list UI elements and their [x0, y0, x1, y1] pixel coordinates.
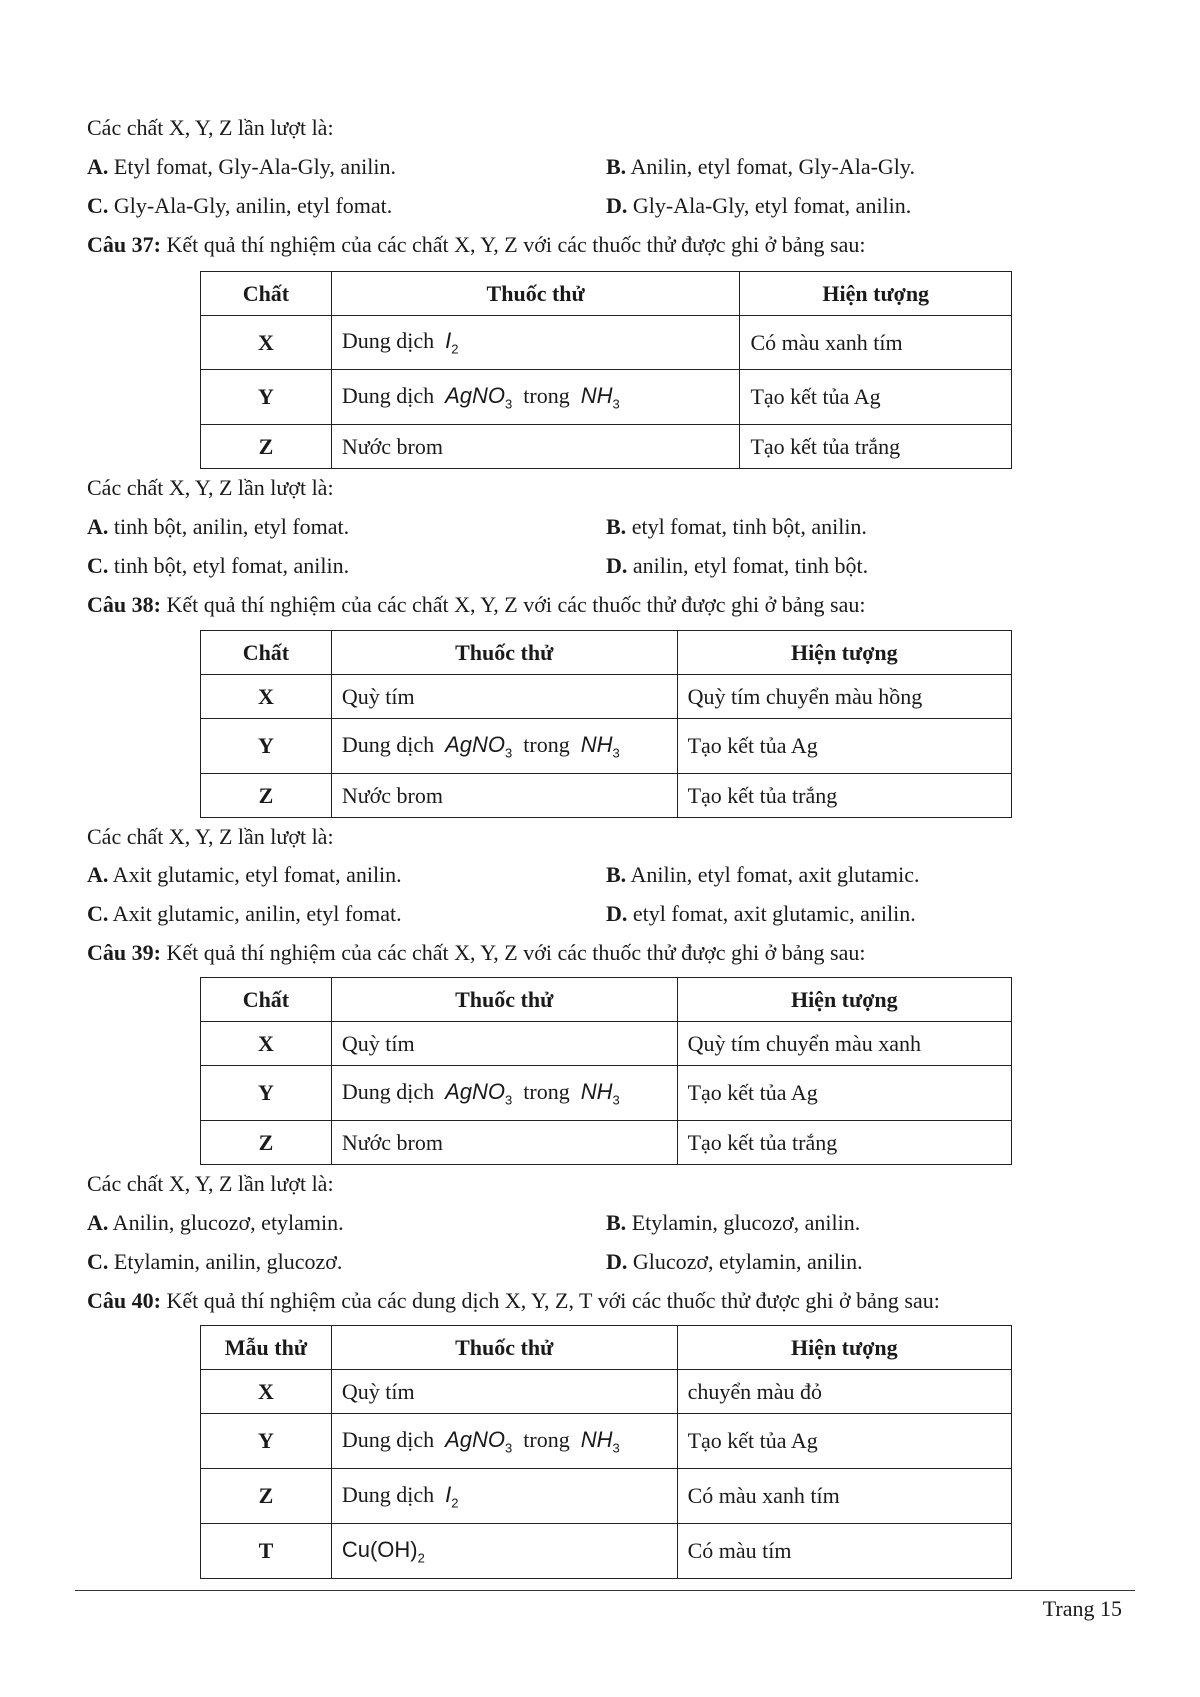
- reagent-cell: Quỳ tím: [331, 1022, 677, 1066]
- option-c: C. Axit glutamic, anilin, etyl fomat.: [87, 901, 402, 926]
- header-hien-tuong: Hiện tượng: [740, 272, 1012, 316]
- table-37: [200, 271, 1012, 469]
- option-d: D. anilin, etyl fomat, tinh bột.: [606, 553, 869, 578]
- substance-cell: T: [201, 1524, 332, 1579]
- option-d: D. Gly-Ala-Gly, etyl fomat, anilin.: [606, 193, 912, 218]
- result-cell: chuyển màu đỏ: [677, 1370, 1011, 1414]
- question-intro: Các chất X, Y, Z lần lượt là:: [87, 115, 334, 140]
- header-thuoc-thu: Thuốc thử: [331, 1326, 677, 1370]
- table-row: [201, 1066, 1012, 1121]
- substance-cell: Z: [201, 1121, 332, 1165]
- table-row: [201, 675, 1012, 719]
- reagent-cell: Dung dịch AgNO$_3$ trong $NH_3$: [331, 1066, 677, 1121]
- header-hien-tuong: Hiện tượng: [677, 631, 1011, 675]
- table-row: [201, 316, 1012, 370]
- option-d: D. etyl fomat, axit glutamic, anilin.: [606, 901, 916, 926]
- option-a: A. Etyl fomat, Gly-Ala-Gly, anilin.: [87, 154, 396, 179]
- question-37-stem: Câu 37: Kết quả thí nghiệm của các chất X, Y, Z với các thuốc thử được ghi ở bảng sau:: [87, 232, 866, 257]
- reagent-cell: Quỳ tím: [331, 1370, 677, 1414]
- result-cell: Có màu tím: [677, 1524, 1011, 1579]
- substance-cell: X: [201, 316, 332, 370]
- reagent-cell: Nước brom: [331, 774, 677, 818]
- table-row: [201, 719, 1012, 774]
- header-chat: Chất: [201, 272, 332, 316]
- header-thuoc-thu: Thuốc thử: [331, 272, 740, 316]
- option-b: B. Anilin, etyl fomat, Gly-Ala-Gly.: [606, 154, 915, 179]
- substance-cell: X: [201, 1370, 332, 1414]
- footer-divider: [75, 1590, 1135, 1591]
- result-cell: Tạo kết tủa Ag: [677, 719, 1011, 774]
- question-40-stem: Câu 40: Kết quả thí nghiệm của các dung dịch X, Y, Z, T với các thuốc thử được ghi ở bảng sau:: [87, 1288, 940, 1313]
- result-cell: Tạo kết tủa trắng: [740, 425, 1012, 469]
- reagent-cell: Nước brom: [331, 425, 740, 469]
- result-cell: Quỳ tím chuyển màu xanh: [677, 1022, 1011, 1066]
- table-row: [201, 774, 1012, 818]
- result-cell: Quỳ tím chuyển màu hồng: [677, 675, 1011, 719]
- substance-cell: Z: [201, 1469, 332, 1524]
- table-header: [201, 631, 1012, 675]
- page-number: Trang 15: [1042, 1596, 1122, 1621]
- header-thuoc-thu: Thuốc thử: [331, 631, 677, 675]
- substance-cell: X: [201, 1022, 332, 1066]
- reagent-cell: $Cu(OH)_2$: [331, 1524, 677, 1579]
- result-cell: Tạo kết tủa Ag: [740, 370, 1012, 425]
- reagent-cell: Nước brom: [331, 1121, 677, 1165]
- substance-cell: Z: [201, 425, 332, 469]
- option-d: D. Glucozơ, etylamin, anilin.: [606, 1249, 863, 1274]
- reagent-cell: Dung dịch AgNO$_3$ trong $NH_3$: [331, 1414, 677, 1469]
- option-b: B. Etylamin, glucozơ, anilin.: [606, 1210, 861, 1235]
- option-a: A. tinh bột, anilin, etyl fomat.: [87, 514, 350, 539]
- header-chat: Chất: [201, 631, 332, 675]
- substance-cell: X: [201, 675, 332, 719]
- header-hien-tuong: Hiện tượng: [677, 978, 1011, 1022]
- option-a: A. Anilin, glucozơ, etylamin.: [87, 1210, 344, 1235]
- header-mau-thu: Mẫu thử: [201, 1326, 332, 1370]
- reagent-cell: Quỳ tím: [331, 675, 677, 719]
- reagent-cell: Dung dịch $I_2$: [331, 1469, 677, 1524]
- reagent-cell: Dung dịch AgNO$_3$ trong $NH_3$: [331, 370, 740, 425]
- header-hien-tuong: Hiện tượng: [677, 1326, 1011, 1370]
- option-a: A. Axit glutamic, etyl fomat, anilin.: [87, 862, 402, 887]
- option-c: C. tinh bột, etyl fomat, anilin.: [87, 553, 350, 578]
- table-header: [201, 272, 1012, 316]
- header-thuoc-thu: Thuốc thử: [331, 978, 677, 1022]
- result-cell: Có màu xanh tím: [677, 1469, 1011, 1524]
- option-c: C. Etylamin, anilin, glucozơ.: [87, 1249, 343, 1274]
- option-b: B. etyl fomat, tinh bột, anilin.: [606, 514, 867, 539]
- substance-cell: Y: [201, 1066, 332, 1121]
- result-cell: Tạo kết tủa trắng: [677, 1121, 1011, 1165]
- table-39: [200, 977, 1012, 1165]
- table-row: [201, 1524, 1012, 1579]
- reagent-cell: Dung dịch $I_2$: [331, 316, 740, 370]
- table-row: [201, 370, 1012, 425]
- result-cell: Tạo kết tủa Ag: [677, 1414, 1011, 1469]
- option-c: C. Gly-Ala-Gly, anilin, etyl fomat.: [87, 193, 393, 218]
- question-38-stem: Câu 38: Kết quả thí nghiệm của các chất X, Y, Z với các thuốc thử được ghi ở bảng sau:: [87, 592, 866, 617]
- table-row: [201, 1022, 1012, 1066]
- question-37-after: Các chất X, Y, Z lần lượt là:: [87, 475, 334, 500]
- table-header: [201, 978, 1012, 1022]
- result-cell: Tạo kết tủa Ag: [677, 1066, 1011, 1121]
- result-cell: Có màu xanh tím: [740, 316, 1012, 370]
- result-cell: Tạo kết tủa trắng: [677, 774, 1011, 818]
- substance-cell: Y: [201, 1414, 332, 1469]
- substance-cell: Y: [201, 370, 332, 425]
- table-row: [201, 1370, 1012, 1414]
- substance-cell: Z: [201, 774, 332, 818]
- table-40: [200, 1325, 1012, 1579]
- header-chat: Chất: [201, 978, 332, 1022]
- table-38: [200, 630, 1012, 818]
- table-row: [201, 425, 1012, 469]
- question-39-after: Các chất X, Y, Z lần lượt là:: [87, 1171, 334, 1196]
- table-row: [201, 1121, 1012, 1165]
- table-header: [201, 1326, 1012, 1370]
- reagent-cell: Dung dịch AgNO$_3$ trong $NH_3$: [331, 719, 677, 774]
- question-39-stem: Câu 39: Kết quả thí nghiệm của các chất X, Y, Z với các thuốc thử được ghi ở bảng sau:: [87, 940, 866, 965]
- question-38-after: Các chất X, Y, Z lần lượt là:: [87, 824, 334, 849]
- table-row: [201, 1469, 1012, 1524]
- substance-cell: Y: [201, 719, 332, 774]
- option-b: B. Anilin, etyl fomat, axit glutamic.: [606, 862, 920, 887]
- table-row: [201, 1414, 1012, 1469]
